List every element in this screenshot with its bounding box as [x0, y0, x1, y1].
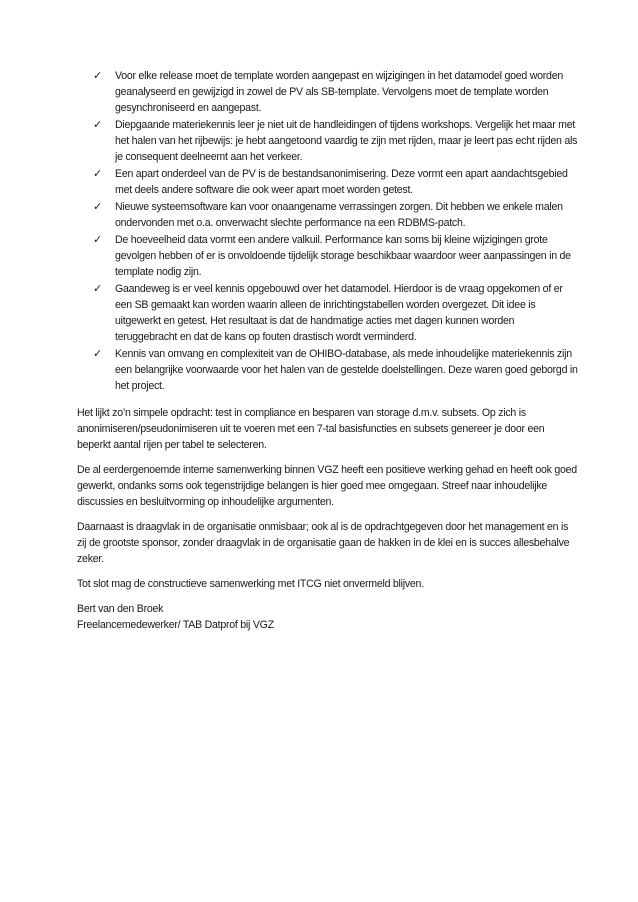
- checklist-item: [77, 166, 578, 198]
- checkmark-icon: ✓: [93, 119, 102, 131]
- checklist-item-text: De hoeveelheid data vormt een andere valkuil. Performance kan soms bij kleine wijzigingen grote gevolgen hebben of er is onvoldoende tijdelijk storage beschikbaar waardoor weer aanpassingen in de template nodig zijn.: [115, 234, 571, 278]
- checkmark-icon: ✓: [93, 70, 102, 82]
- checklist-item-text: Voor elke release moet de template worden aangepast en wijzigingen in het datamodel goed worden geanalyseerd en gewijzigd in zowel de PV als SB-template. Vervolgens moet de template worden gesynchroniseerd en aangepast.: [115, 70, 563, 114]
- signature-name: Bert van den Broek: [77, 603, 164, 615]
- checklist-item: [77, 117, 578, 165]
- checklist-item-text: Een apart onderdeel van de PV is de bestandsanonimisering. Deze vormt een apart aandachtsgebied met deels andere software die ook weer apart moet worden getest.: [115, 168, 568, 196]
- checkmark-icon: ✓: [93, 168, 102, 180]
- checklist-item-text: Diepgaande materiekennis leer je niet uit de handleidingen of tijdens workshops. Vergelijk het maar met het halen van het rijbewijs: je hebt aangetoond vaardig te zijn met rijden, maar je leert pas echt rijden als je consequent deelneemt aan het verkeer.: [115, 119, 578, 163]
- checklist-item-text: Kennis van omvang en complexiteit van de OHIBO-database, als mede inhoudelijke materiekennis zijn een belangrijke voorwaarde voor het halen van de gestelde doelstellingen. Deze waren goed geborgd in het project.: [115, 348, 578, 392]
- checkmark-icon: ✓: [93, 201, 102, 213]
- checklist-item: [77, 232, 578, 280]
- checklist-item: [77, 281, 578, 345]
- checklist: [77, 68, 578, 394]
- checklist-item: [77, 346, 578, 394]
- checkmark-icon: ✓: [93, 283, 102, 295]
- body-paragraph: Daarnaast is draagvlak in de organisatie onmisbaar; ook al is de opdrachtgegeven door het management en is zij de grootste sponsor, zonder draagvlak in de organisatie gaan de hakken in de klei en is succes allesbehalve zeker.: [77, 521, 570, 565]
- checkmark-icon: ✓: [93, 348, 102, 360]
- checklist-item-text: Nieuwe systeemsoftware kan voor onaangename verrassingen zorgen. Dit hebben we enkele malen ondervonden met o.a. onverwacht slechte performance na een RDBMS-patch.: [115, 201, 563, 229]
- body-paragraph: Tot slot mag de constructieve samenwerking met ITCG niet onvermeld blijven.: [77, 578, 424, 590]
- checklist-item-text: Gaandeweg is er veel kennis opgebouwd over het datamodel. Hierdoor is de vraag opgekomen of er een SB gemaakt kan worden waarin alleen de inrichtingstabellen worden overgezet. Dit idee is uitgewerkt en getest. Het resultaat is dat de handmatige acties met dagen kunnen worden teruggebracht en dat de kans op fouten drastisch wordt verminderd.: [115, 283, 563, 343]
- checklist-item: [77, 199, 578, 231]
- checklist-item: [77, 68, 578, 116]
- checkmark-icon: ✓: [93, 234, 102, 246]
- signature-block: [77, 601, 578, 633]
- signature-role: Freelancemedewerker/ TAB Datprof bij VGZ: [77, 619, 274, 631]
- body-paragraph: Het lijkt zo’n simpele opdracht: test in compliance en besparen van storage d.m.v. subsets. Op zich is anonimiseren/pseudonimiseren uit te voeren met een 7-tal basisfuncties en subsets genereer je door een beperkt aantal rijen per tabel te selecteren.: [77, 407, 545, 451]
- body-paragraph: De al eerdergenoemde interne samenwerking binnen VGZ heeft een positieve werking gehad en heeft ook goed gewerkt, ondanks soms ook tegenstrijdige belangen is hier goed mee omgegaan. Streef naar inhoudelijke discussies en besluitvorming op inhoudelijke argumenten.: [77, 464, 577, 508]
